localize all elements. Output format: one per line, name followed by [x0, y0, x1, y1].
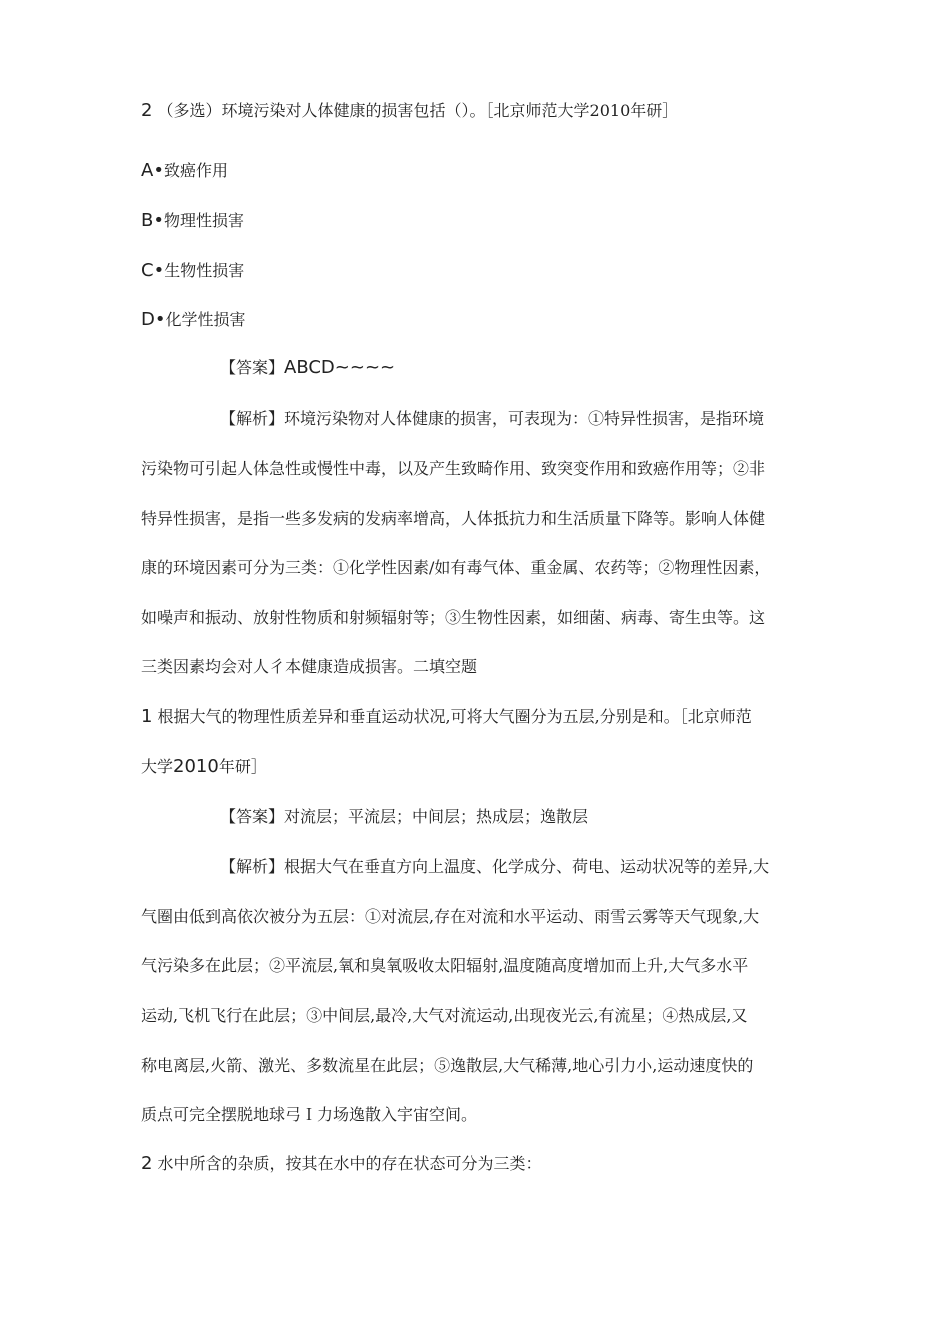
- question-text: （多选）环境污染对人体健康的损害包括（）。［北京师范大学2010年研］: [157, 101, 679, 120]
- option-text: 生物性损害: [164, 261, 245, 280]
- explanation-2-line-2: 气圈由低到高依次被分为五层：①对流层,存在对流和水平运动、雨雪云雾等天气现象,大: [141, 907, 760, 926]
- question-2: [141, 100, 821, 122]
- question-year: 2010: [173, 756, 219, 777]
- question-text: 年研］: [218, 757, 267, 776]
- question-number: 2: [141, 100, 153, 121]
- option-letter: A•: [141, 160, 164, 181]
- explanation-1-line-1: [220, 408, 900, 430]
- question-text: 水中所含的杂质，按其在水中的存在状态可分为三类：: [157, 1154, 542, 1173]
- option-letter: C•: [141, 260, 165, 281]
- explanation-text: 根据大气在垂直方向上温度、化学成分、荷电、运动状况等的差异,大: [284, 857, 770, 876]
- explanation-2-line-3: 气污染多在此层；②平流层,氧和臭氧吸收太阳辐射,温度随高度增加而上升,大气多水平: [141, 956, 749, 975]
- explanation-1-line-4: 康的环境因素可分为三类：①化学性因素/如有毒气体、重金属、农药等；②物理性因素，: [141, 558, 771, 577]
- answer-2: [220, 806, 900, 828]
- question-number: 2: [141, 1153, 153, 1174]
- answer-label: 【答案】: [220, 807, 285, 826]
- answer-value: ABCD~~~~: [284, 357, 396, 378]
- explanation-label: 【解析】: [220, 409, 285, 428]
- question-number: 1: [141, 706, 153, 727]
- option-text: 致癌作用: [163, 161, 228, 180]
- explanation-1-line-5: 如噪声和振动、放射性物质和射频辐射等；③生物性因素，如细菌、病毒、寄生虫等。这: [141, 608, 766, 627]
- explanation-2-line-4: 运动,飞机飞行在此层；③中间层,最冷,大气对流运动,出现夜光云,有流星；④热成层,又: [141, 1006, 748, 1025]
- explanation-1-line-2: 污染物可引起人体急性或慢性中毒，以及产生致畸作用、致突变作用和致癌作用等；②非: [141, 459, 766, 478]
- option-d: [141, 309, 821, 331]
- explanation-label: 【解析】: [220, 857, 285, 876]
- option-b: [141, 210, 821, 232]
- explanation-1-line-3: 特异性损害，是指一些多发病的发病率增高，人体抵抗力和生活质量下降等。影响人体健: [141, 509, 766, 528]
- option-letter: B•: [141, 210, 164, 231]
- answer-value: 对流层；平流层；中间层；热成层；逸散层: [284, 807, 589, 826]
- fill-question-1-line-2: [141, 756, 821, 778]
- option-c: [141, 260, 821, 282]
- question-3: [141, 1153, 821, 1175]
- explanation-text: 环境污染物对人体健康的损害，可表现为：①特异性损害，是指环境: [284, 409, 765, 428]
- explanation-2-line-5: 称电离层,火箭、激光、多数流星在此层；⑤逸散层,大气稀薄,地心引力小,运动速度快的: [141, 1056, 754, 1075]
- question-text: 大学: [141, 757, 174, 776]
- option-text: 物理性损害: [163, 211, 244, 230]
- question-text: 根据大气的物理性质差异和垂直运动状况,可将大气圈分为五层,分别是和。［北京师范: [157, 707, 752, 726]
- option-text: 化学性损害: [165, 310, 246, 329]
- answer-label: 【答案】: [220, 358, 285, 377]
- option-letter: D•: [141, 309, 166, 330]
- explanation-2-line-6: 质点可完全摆脱地球弓Ｉ力场逸散入宇宙空间。: [141, 1105, 478, 1124]
- explanation-1-line-6: 三类因素均会对人彳本健康造成损害。二填空题: [141, 657, 478, 676]
- fill-question-1: [141, 706, 821, 728]
- option-a: [141, 160, 821, 182]
- answer-1: [220, 357, 900, 379]
- explanation-2-line-1: [220, 856, 900, 878]
